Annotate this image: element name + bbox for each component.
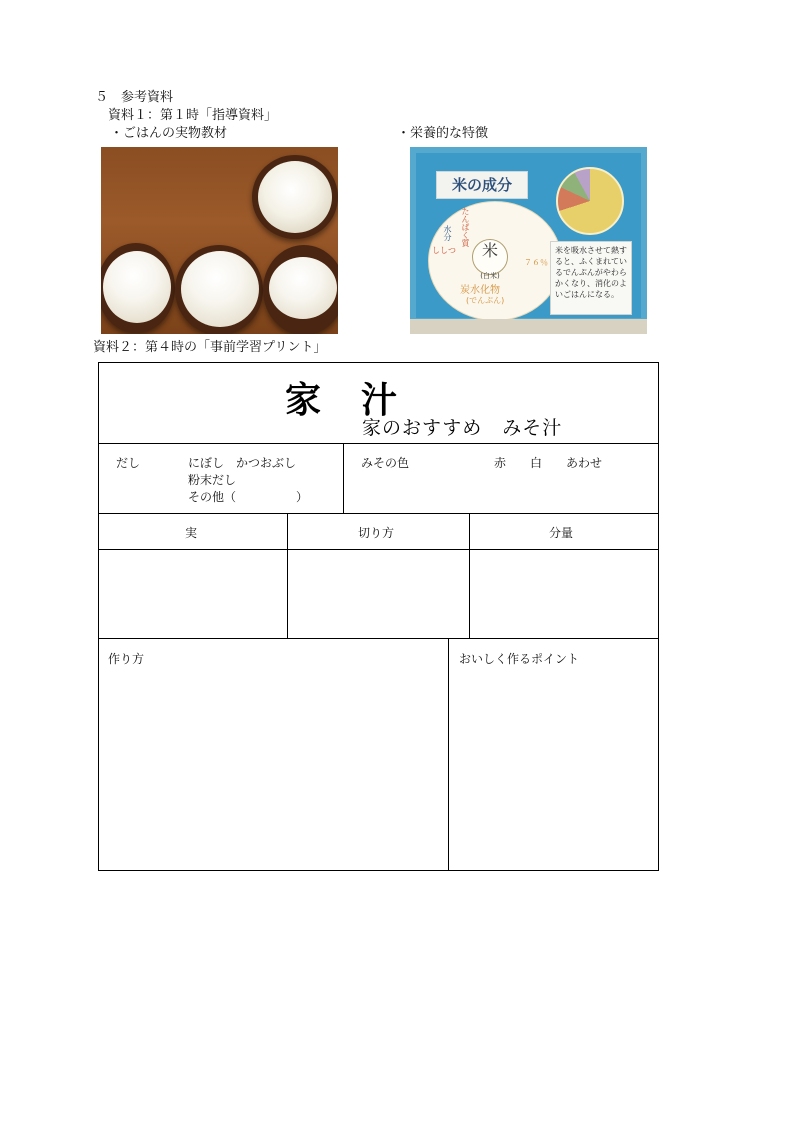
poster-board (416, 153, 641, 318)
poster-title: 米の成分 (436, 171, 528, 199)
poster-label-pct: ７６％ (524, 258, 548, 267)
section-heading: ５ 参考資料 (95, 90, 174, 105)
poster-rice-illustration (556, 167, 624, 235)
material2-heading: 資料２：第４時の「事前学習プリント」 (93, 340, 327, 355)
dashi-options-2: 粉末だし (188, 473, 237, 487)
poster-label-tanpaku: たんぱく質 (461, 207, 470, 247)
worksheet-title: 家 汁 (285, 380, 400, 421)
poster-label-carb-sub: (でんぷん) (466, 296, 505, 305)
column-cut: 切り方 (358, 526, 395, 540)
column-ingredients: 実 (185, 526, 198, 540)
rice-photo (101, 147, 338, 334)
nutrition-poster-photo (410, 147, 647, 334)
poster-label-shishitsu: ししつ (432, 246, 456, 255)
poster-label-water: 水分 (443, 225, 452, 241)
dashi-label: だし (116, 456, 141, 470)
poster-label-carb: 炭水化物 (460, 285, 500, 296)
worksheet (98, 362, 659, 871)
poster-center (472, 239, 508, 280)
miso-color-label: みその色 (361, 456, 410, 470)
dashi-options-3: その他（ ） (188, 490, 309, 504)
rice-caption: ・ごはんの実物教材 (110, 126, 228, 141)
tips-label: おいしく作るポイント (459, 652, 580, 666)
poster-center-char: 米 (481, 241, 498, 260)
method-label: 作り方 (108, 652, 145, 666)
dashi-options-1: にぼし かつおぶし (188, 456, 297, 470)
poster-explanation-card: 米を吸水させて熱すると、ふくまれているでんぷんがやわらかくなり、消化のよいごはんになる。 (550, 241, 632, 315)
material1-heading: 資料１：第１時「指導資料」 (108, 108, 278, 123)
miso-color-options: 赤 白 あわせ (494, 456, 603, 470)
nutrition-caption: ・栄養的な特徴 (397, 126, 489, 141)
column-amount: 分量 (549, 526, 574, 540)
worksheet-subtitle: 家のおすすめ みそ汁 (362, 417, 563, 439)
poster-center-sub: (白米) (480, 272, 500, 280)
